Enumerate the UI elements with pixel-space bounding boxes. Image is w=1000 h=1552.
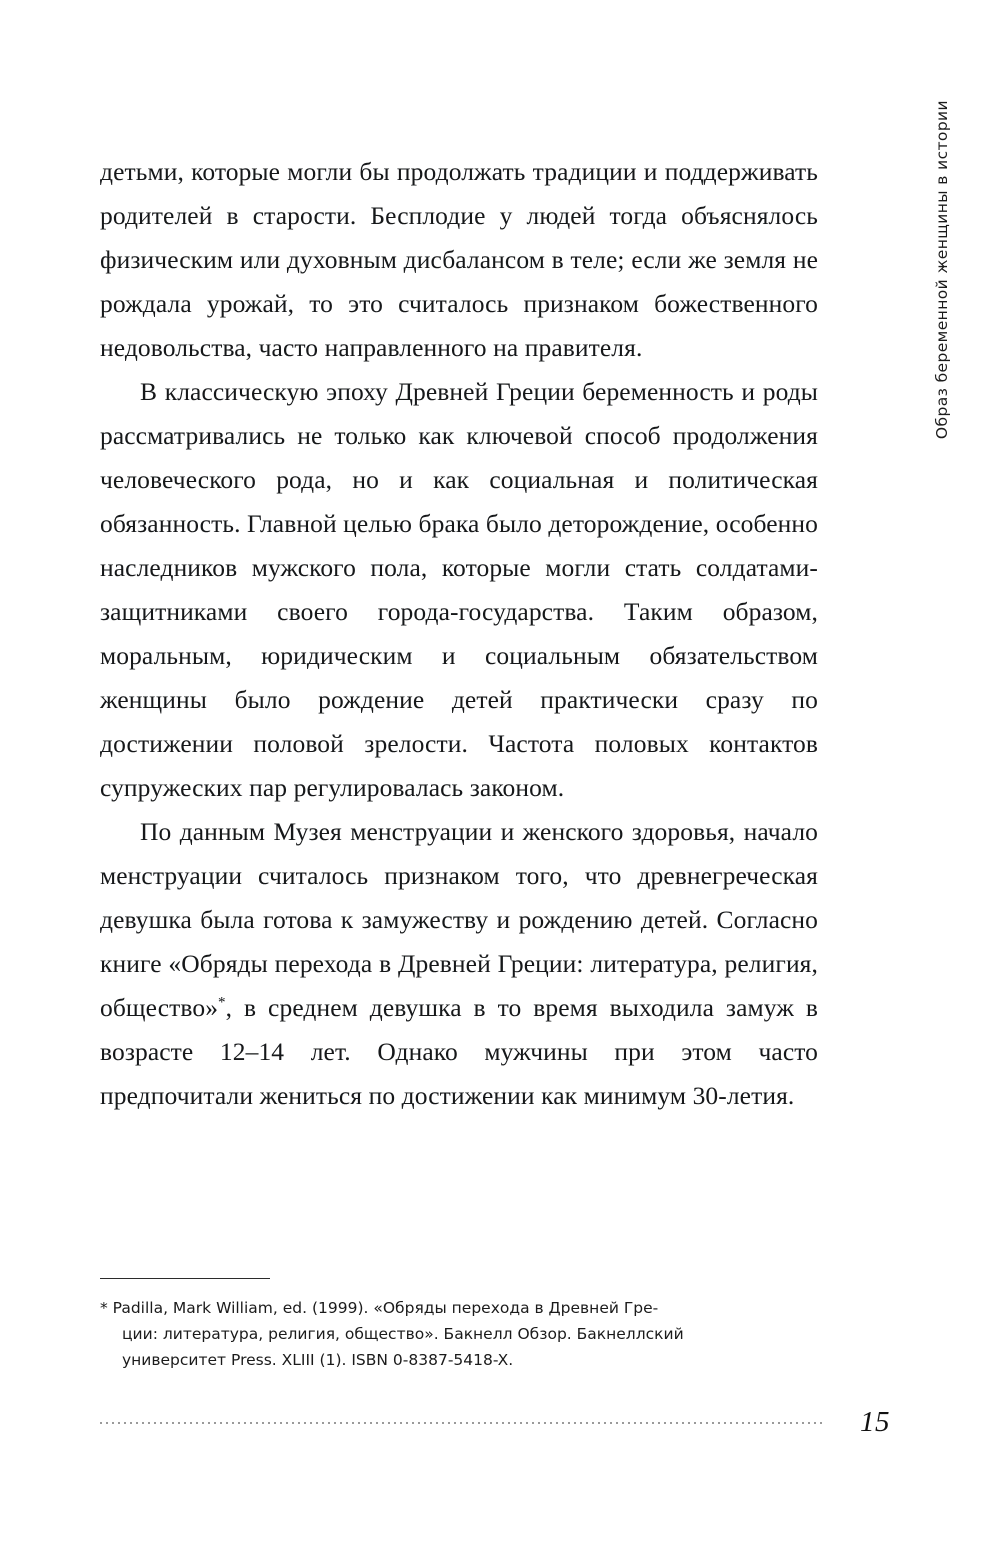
- footnote-line-2: ции: литература, религия, общество». Бакнелл Обзор. Бакнеллский: [122, 1325, 684, 1343]
- paragraph-2: В классическую эпоху Древней Греции беременность и роды рассматривались не только как ключевой способ продолжения человеческого рода, но и как социальная и политическая обязанность. Главной целью брака было деторождение, особенно наследников мужского пола, которые могли стать солдатами-защитниками своего города-государства. Таким образом, моральным, юридическим и социальным обязательством женщины было рождение детей практически сразу по достижении половой зрелости. Частота половых контактов супружеских пар регулировалась законом.: [100, 377, 818, 802]
- footer-ornament: [100, 1422, 825, 1424]
- paragraph-3: [100, 810, 818, 1118]
- running-head: [922, 100, 962, 620]
- running-head-text: Образ беременной женщины в истории: [933, 100, 951, 440]
- footnote-separator: [100, 1278, 270, 1279]
- paragraph-1: детьми, которые могли бы продолжать традиции и поддерживать родителей в старости. Бесплодие у людей тогда объяснялось физическим или духовным дисбалансом в теле; если же земля не рождала урожай, то это считалось признаком божественного недовольства, часто направленного на правителя.: [100, 157, 818, 362]
- page-body: [100, 150, 818, 1118]
- footnote-line-3: университет Press. XLIII (1). ISBN 0-8387-5418-X.: [122, 1351, 514, 1369]
- page-number: 15: [860, 1406, 890, 1438]
- footnote-block: [100, 1295, 760, 1373]
- paragraph-3-part-a: По данным Музея менструации и женского здоровья, начало менструации считалось признаком того, что древнегреческая девушка была готова к замужеству и рождению детей. Согласно книге «Обряды перехода в Древней Греции: литература, религия, общество»: [100, 817, 818, 1022]
- footnote-line-1: * Padilla, Mark William, ed. (1999). «Обряды перехода в Древней Гре-: [100, 1299, 659, 1317]
- footnote-marker[interactable]: *: [218, 994, 226, 1011]
- paragraph-3-part-b: , в среднем девушка в то время выходила замуж в возрасте 12–14 лет. Однако мужчины при этом часто предпочитали жениться по достижении как минимум 30-летия.: [100, 993, 818, 1110]
- page-footer: [100, 1406, 900, 1439]
